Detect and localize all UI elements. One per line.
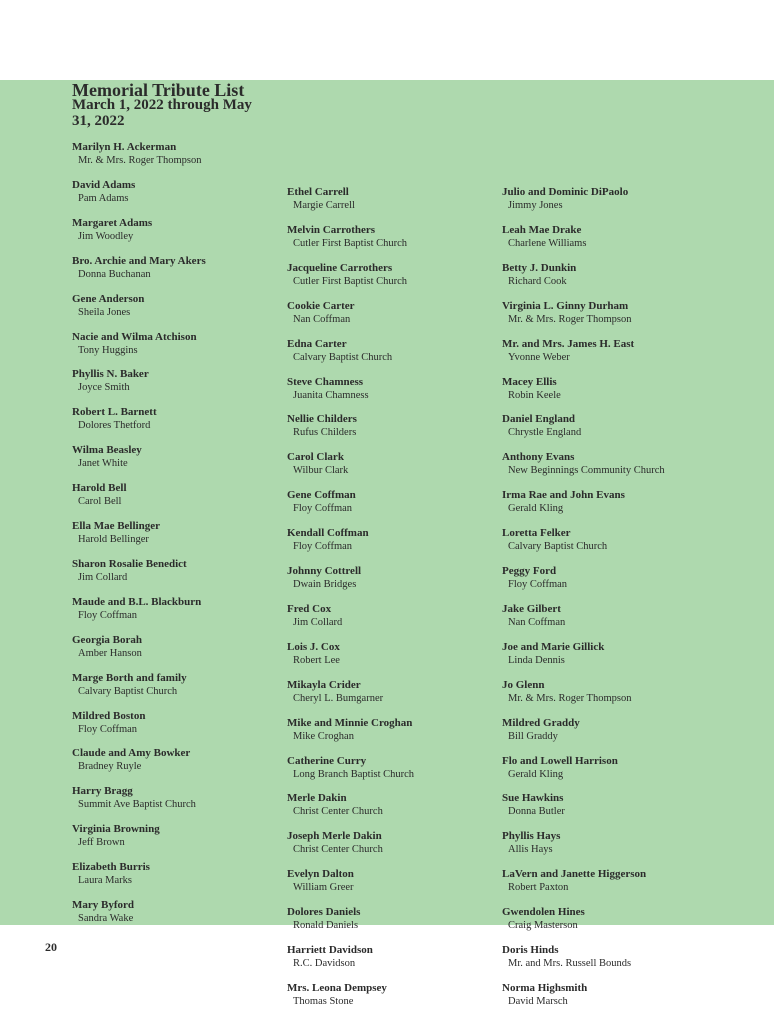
donor-name: Robert Lee bbox=[293, 654, 340, 666]
honoree-name: Dolores Daniels bbox=[287, 906, 361, 919]
donor-name: Pam Adams bbox=[78, 192, 129, 204]
donor-name: Floy Coffman bbox=[508, 579, 568, 590]
honoree-name: Gwendolen Hines bbox=[502, 906, 585, 919]
donor-name: Long Branch Baptist Church bbox=[293, 768, 415, 780]
honoree-name: Ethel Carrell bbox=[287, 186, 349, 198]
donor-name: Cutler First Baptist Church bbox=[293, 275, 408, 287]
honoree-name: Julio and Dominic DiPaolo bbox=[502, 186, 629, 198]
donor-name: Margie Carrell bbox=[293, 200, 355, 211]
donor-name: Bill Graddy bbox=[508, 730, 558, 742]
honoree-name: Wilma Beasley bbox=[72, 444, 142, 457]
donor-name: Sandra Wake bbox=[78, 913, 134, 924]
honoree-name: Jo Glenn bbox=[502, 678, 545, 691]
tribute-entry bbox=[72, 368, 149, 406]
honoree-name: Jake Gilbert bbox=[502, 602, 561, 615]
honoree-name: Mr. and Mrs. James H. East bbox=[502, 337, 635, 350]
tribute-entry bbox=[502, 603, 565, 641]
honoree-name: Nellie Childers bbox=[287, 413, 357, 426]
honoree-name: Anthony Evans bbox=[502, 451, 575, 464]
tribute-entry bbox=[287, 186, 355, 224]
donor-name: Mr. & Mrs. Roger Thompson bbox=[508, 313, 632, 325]
donor-name: Laura Marks bbox=[78, 875, 132, 887]
tribute-entry bbox=[502, 868, 646, 906]
donor-name: Allis Hays bbox=[508, 844, 553, 856]
tribute-entry bbox=[72, 596, 201, 634]
honoree-name: Macey Ellis bbox=[502, 375, 557, 388]
donor-name: Mr. and Mrs. Russell Bounds bbox=[508, 958, 632, 969]
honoree-name: Nacie and Wilma Atchison bbox=[72, 330, 197, 343]
tribute-entry bbox=[72, 785, 196, 823]
honoree-name: Margaret Adams bbox=[72, 216, 153, 229]
tribute-entry bbox=[287, 906, 360, 944]
donor-name: Christ Center Church bbox=[293, 844, 383, 856]
honoree-name: Mary Byford bbox=[72, 899, 135, 911]
honoree-name: Elizabeth Burris bbox=[72, 861, 150, 874]
tribute-entry bbox=[502, 527, 607, 565]
donor-name: Harold Bellinger bbox=[78, 534, 149, 545]
honoree-name: Cookie Carter bbox=[287, 299, 355, 312]
honoree-name: Sharon Rosalie Benedict bbox=[72, 557, 187, 570]
donor-name: Jim Woodley bbox=[78, 230, 134, 242]
tribute-entry bbox=[72, 558, 187, 596]
tribute-entry bbox=[287, 338, 392, 376]
tribute-entry bbox=[72, 255, 206, 293]
tribute-entry bbox=[287, 717, 412, 755]
donor-name: Janet White bbox=[78, 458, 128, 470]
honoree-name: Maude and B.L. Blackburn bbox=[72, 595, 202, 608]
donor-name: Summit Ave Baptist Church bbox=[78, 799, 196, 811]
honoree-name: Sue Hawkins bbox=[502, 792, 564, 805]
honoree-name: Mildred Graddy bbox=[502, 716, 580, 729]
tribute-entry bbox=[502, 376, 561, 414]
tribute-entry bbox=[502, 755, 618, 793]
honoree-name: Claude and Amy Bowker bbox=[72, 747, 191, 760]
tribute-entry bbox=[287, 527, 369, 565]
donor-name: Jim Collard bbox=[293, 616, 343, 628]
donor-name: Richard Cook bbox=[508, 275, 567, 287]
honoree-name: Daniel England bbox=[502, 413, 576, 426]
tribute-entry bbox=[502, 489, 625, 527]
donor-name: Cutler First Baptist Church bbox=[293, 237, 408, 249]
donor-name: Jim Collard bbox=[78, 571, 128, 583]
donor-name: Rufus Childers bbox=[293, 427, 357, 439]
tribute-entry bbox=[72, 406, 157, 444]
tribute-entry bbox=[287, 868, 354, 906]
tribute-entry bbox=[72, 482, 127, 520]
honoree-name: Steve Chamness bbox=[287, 375, 364, 388]
honoree-name: Johnny Cottrell bbox=[287, 565, 362, 577]
tribute-entry bbox=[502, 792, 565, 830]
honoree-name: Jacqueline Carrothers bbox=[287, 261, 393, 274]
tribute-entry bbox=[502, 830, 560, 868]
donor-name: Christ Center Church bbox=[293, 806, 383, 818]
honoree-name: Joe and Marie Gillick bbox=[502, 640, 605, 653]
tribute-entry bbox=[72, 217, 152, 255]
honoree-name: Marge Borth and family bbox=[72, 671, 187, 684]
donor-name: Yvonne Weber bbox=[508, 351, 570, 363]
donor-name: David Marsch bbox=[508, 995, 568, 1007]
donor-name: Bradney Ruyle bbox=[78, 761, 142, 773]
honoree-name: Lois J. Cox bbox=[287, 640, 340, 653]
donor-name: Thomas Stone bbox=[293, 995, 354, 1007]
tribute-entry bbox=[72, 823, 160, 861]
donor-name: Carol Bell bbox=[78, 496, 122, 508]
honoree-name: Harry Bragg bbox=[72, 785, 133, 798]
tribute-entry bbox=[287, 755, 414, 793]
donor-name: Calvary Baptist Church bbox=[508, 541, 608, 553]
tribute-entry bbox=[287, 300, 355, 338]
honoree-name: LaVern and Janette Higgerson bbox=[502, 868, 647, 881]
tribute-entry bbox=[287, 830, 383, 868]
honoree-name: Phyllis N. Baker bbox=[72, 368, 149, 381]
tribute-entry bbox=[287, 413, 357, 451]
donor-name: Cheryl L. Bumgarner bbox=[293, 692, 384, 704]
honoree-name: Melvin Carrothers bbox=[287, 223, 376, 236]
tribute-entry bbox=[72, 634, 142, 672]
honoree-name: Bro. Archie and Mary Akers bbox=[72, 254, 206, 267]
tribute-entry bbox=[287, 603, 342, 641]
donor-name: Floy Coffman bbox=[78, 609, 138, 621]
donor-name: Sheila Jones bbox=[78, 306, 131, 318]
donor-name: Dolores Thetford bbox=[78, 420, 151, 432]
tribute-entry bbox=[287, 944, 373, 982]
tribute-entry bbox=[287, 641, 340, 679]
donor-name: Chrystle England bbox=[508, 427, 582, 439]
donor-name: Ronald Daniels bbox=[293, 920, 359, 932]
honoree-name: Gene Coffman bbox=[287, 489, 356, 502]
donor-name: Nan Coffman bbox=[293, 313, 351, 325]
donor-name: Floy Coffman bbox=[78, 723, 138, 735]
tribute-entry bbox=[72, 179, 135, 217]
tribute-entry bbox=[72, 293, 144, 331]
donor-name: New Beginnings Community Church bbox=[508, 465, 665, 477]
page-number: 20 bbox=[45, 940, 57, 954]
tribute-entry bbox=[287, 679, 383, 717]
tribute-entry bbox=[287, 451, 348, 489]
tribute-entry bbox=[502, 262, 576, 300]
honoree-name: Mildred Boston bbox=[72, 709, 146, 722]
tribute-entry bbox=[287, 224, 407, 262]
tribute-entry bbox=[287, 489, 356, 527]
donor-name: Juanita Chamness bbox=[293, 389, 369, 401]
honoree-name: Ella Mae Bellinger bbox=[72, 520, 160, 532]
honoree-name: Norma Highsmith bbox=[502, 981, 588, 994]
tribute-entry bbox=[287, 792, 383, 830]
tribute-entry bbox=[502, 906, 585, 944]
tribute-entry bbox=[72, 747, 190, 785]
donor-name: Tony Huggins bbox=[78, 344, 138, 356]
tribute-entry bbox=[72, 710, 145, 748]
donor-name: William Greer bbox=[293, 882, 354, 894]
donor-name: Craig Masterson bbox=[508, 920, 578, 932]
tribute-entry bbox=[502, 717, 580, 755]
tribute-entry bbox=[287, 982, 387, 1020]
donor-name: Wilbur Clark bbox=[293, 465, 349, 477]
tribute-entry bbox=[72, 444, 142, 482]
honoree-name: Peggy Ford bbox=[502, 565, 557, 577]
donor-name: Dwain Bridges bbox=[293, 579, 357, 590]
honoree-name: Betty J. Dunkin bbox=[502, 261, 577, 274]
honoree-name: Marilyn H. Ackerman bbox=[72, 141, 177, 153]
honoree-name: Joseph Merle Dakin bbox=[287, 830, 382, 843]
donor-name: Calvary Baptist Church bbox=[293, 351, 393, 363]
donor-name: Charlene Williams bbox=[508, 237, 587, 249]
tribute-entry bbox=[502, 338, 634, 376]
tribute-entry bbox=[72, 672, 187, 710]
tribute-entry bbox=[502, 982, 587, 1020]
donor-name: Jimmy Jones bbox=[508, 200, 563, 211]
honoree-name: Edna Carter bbox=[287, 337, 347, 350]
donor-name: Gerald Kling bbox=[508, 768, 564, 780]
donor-name: R.C. Davidson bbox=[293, 958, 356, 969]
page-subtitle: March 1, 2022 through May 31, 2022 bbox=[72, 97, 252, 129]
honoree-name: David Adams bbox=[72, 178, 136, 191]
page-title: Memorial Tribute List bbox=[72, 80, 245, 100]
donor-name: Donna Butler bbox=[508, 806, 565, 818]
donor-name: Robert Paxton bbox=[508, 882, 569, 894]
donor-name: Calvary Baptist Church bbox=[78, 685, 178, 697]
tribute-entry bbox=[502, 224, 586, 262]
honoree-name: Harriett Davidson bbox=[287, 944, 373, 956]
tribute-entry bbox=[502, 641, 604, 679]
honoree-name: Mikayla Crider bbox=[287, 678, 361, 691]
donor-name: Mr. & Mrs. Roger Thompson bbox=[508, 692, 632, 704]
donor-name: Floy Coffman bbox=[293, 503, 353, 515]
honoree-name: Catherine Curry bbox=[287, 754, 367, 767]
donor-name: Mike Croghan bbox=[293, 730, 354, 742]
donor-name: Linda Dennis bbox=[508, 654, 565, 666]
donor-name: Nan Coffman bbox=[508, 616, 566, 628]
tribute-entry bbox=[72, 331, 197, 369]
honoree-name: Robert L. Barnett bbox=[72, 406, 157, 419]
honoree-name: Merle Dakin bbox=[287, 792, 347, 805]
tribute-entry bbox=[72, 141, 201, 179]
donor-name: Gerald Kling bbox=[508, 503, 564, 515]
tribute-entry bbox=[72, 899, 134, 937]
donor-name: Donna Buchanan bbox=[78, 268, 151, 280]
honoree-name: Virginia Browning bbox=[72, 823, 160, 836]
donor-name: Amber Hanson bbox=[78, 647, 142, 659]
tribute-entry bbox=[502, 413, 581, 451]
tribute-entry bbox=[502, 565, 567, 603]
donor-name: Mr. & Mrs. Roger Thompson bbox=[78, 155, 202, 166]
tribute-entry bbox=[287, 376, 369, 414]
honoree-name: Georgia Borah bbox=[72, 633, 142, 646]
tribute-entry bbox=[502, 451, 665, 489]
donor-name: Joyce Smith bbox=[78, 382, 130, 394]
tribute-entry bbox=[287, 565, 361, 603]
honoree-name: Phyllis Hays bbox=[502, 830, 561, 843]
honoree-name: Loretta Felker bbox=[502, 527, 571, 540]
honoree-name: Mike and Minnie Croghan bbox=[287, 716, 413, 729]
tribute-entry bbox=[502, 186, 628, 224]
honoree-name: Kendall Coffman bbox=[287, 527, 369, 540]
tribute-entry bbox=[502, 300, 631, 338]
honoree-name: Doris Hinds bbox=[502, 944, 559, 956]
donor-name: Floy Coffman bbox=[293, 541, 353, 553]
honoree-name: Flo and Lowell Harrison bbox=[502, 754, 618, 767]
tribute-entry bbox=[72, 520, 160, 558]
honoree-name: Gene Anderson bbox=[72, 292, 145, 305]
tribute-entry bbox=[502, 679, 631, 717]
honoree-name: Leah Mae Drake bbox=[502, 223, 582, 236]
honoree-name: Virginia L. Ginny Durham bbox=[502, 299, 629, 312]
tribute-entry bbox=[502, 944, 631, 982]
honoree-name: Carol Clark bbox=[287, 451, 344, 464]
honoree-name: Harold Bell bbox=[72, 482, 127, 495]
tribute-entry bbox=[72, 861, 150, 899]
tribute-entry bbox=[287, 262, 407, 300]
honoree-name: Mrs. Leona Dempsey bbox=[287, 981, 387, 994]
honoree-name: Evelyn Dalton bbox=[287, 868, 354, 881]
honoree-name: Irma Rae and John Evans bbox=[502, 489, 625, 502]
honoree-name: Fred Cox bbox=[287, 602, 332, 615]
donor-name: Robin Keele bbox=[508, 389, 561, 401]
donor-name: Jeff Brown bbox=[78, 837, 125, 849]
